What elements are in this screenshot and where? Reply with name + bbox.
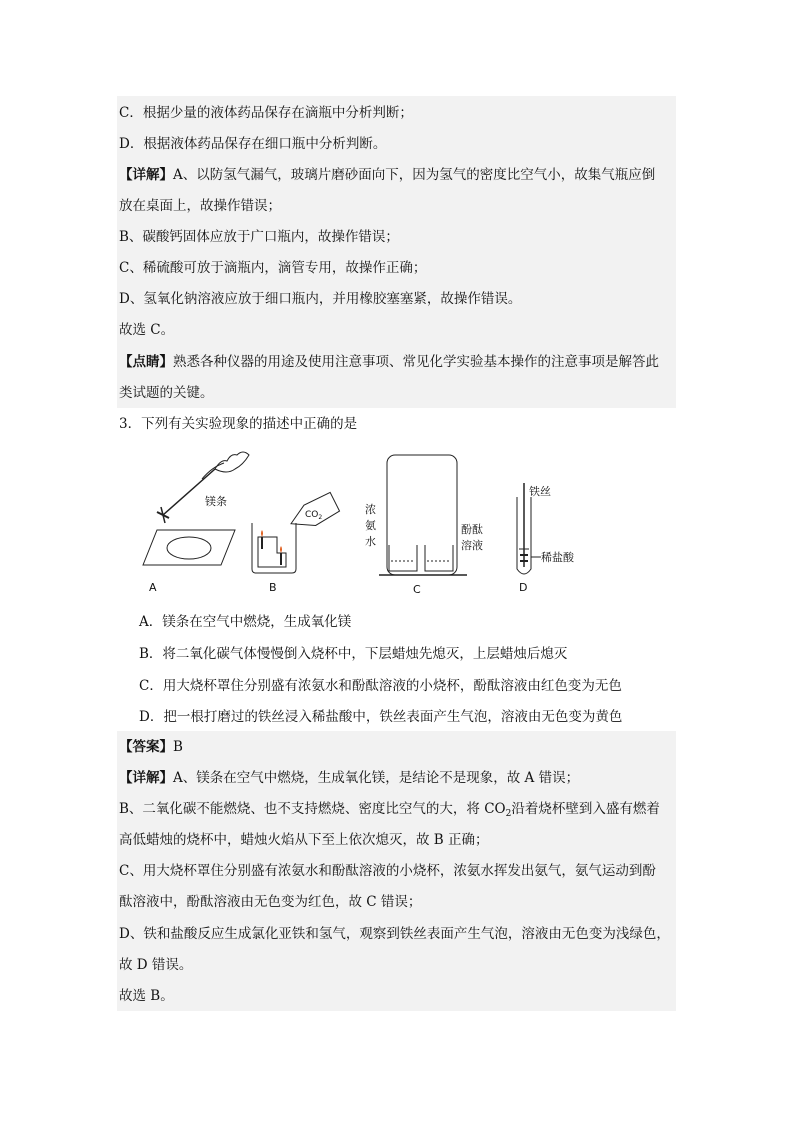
label-ammonia-2: 氨 (365, 519, 376, 532)
prev-detail-a-text: A、以防氢气漏气，玻璃片磨砂面向下，因为氢气的密度比空气小，故集气瓶应倒 (173, 167, 656, 183)
co2-subscript: 2 (505, 809, 512, 819)
label-hcl: 稀盐酸 (541, 551, 574, 564)
option-a: A．镁条在空气中燃烧，生成氧化镁 (139, 614, 352, 630)
ammonia-beaker (389, 545, 417, 571)
prev-comment-line1 (119, 352, 659, 372)
label-phenol-1: 酚酞 (461, 523, 483, 536)
phenol-beaker (425, 545, 453, 571)
flame-upper (261, 530, 263, 537)
prev-detail-b: B、碳酸钙固体应放于广口瓶内，故操作错误； (119, 229, 399, 245)
answer-choice: 故选 B。 (119, 988, 174, 1004)
answer-detail-a (119, 768, 579, 788)
label-iron: 铁丝 (529, 485, 551, 498)
prev-comment-line2: 类试题的关键。 (119, 385, 214, 401)
answer-tag: 【答案】 (119, 739, 173, 755)
prev-detail-a-line1 (119, 165, 655, 185)
option-c: C．用大烧杯罩住分别盛有浓氨水和酚酞溶液的小烧杯，酚酞溶液由红色变为无色 (139, 678, 622, 694)
net-center-circle (167, 537, 211, 559)
answer-detail-d-line1: D、铁和盐酸反应生成氯化亚铁和氢气，观察到铁丝表面产生气泡，溶液由无色变为浅绿色， (119, 926, 670, 942)
beaker-b (252, 523, 296, 573)
prev-comment-text: 熟悉各种仪器的用途及使用注意事项、常见化学实验基本操作的注意事项是解答此 (173, 354, 659, 370)
caption-d: D (519, 581, 528, 594)
caption-b: B (269, 581, 277, 594)
label-magnesium: 镁条 (205, 495, 227, 508)
answer-detail-c-line2: 酞溶液中，酚酞溶液由无色变为红色，故 C 错误； (119, 894, 422, 910)
apparatus-b (252, 491, 341, 594)
caption-c: C (413, 583, 421, 596)
prev-option-d-analysis: D．根据液体药品保存在细口瓶中分析判断。 (119, 136, 387, 152)
label-ammonia-3: 水 (365, 535, 376, 548)
answer-detail-d-line2: 故 D 错误。 (119, 957, 193, 973)
detail-b-pre: B、二氧化碳不能燃烧、也不支持燃烧、密度比空气的大，将 CO (119, 801, 506, 817)
apparatus-a (143, 452, 249, 594)
answer-line (119, 737, 183, 757)
answer-detail-b-line2: 高低蜡烛的烧杯中，蜡烛火焰从下至上依次熄灭，故 B 正确； (119, 832, 489, 848)
prev-detail-d: D、氢氧化钠溶液应放于细口瓶内，并用橡胶塞塞紧，故操作错误。 (119, 291, 522, 307)
detail-tag: 【详解】 (119, 167, 173, 183)
apparatus-d (517, 483, 575, 594)
answer-detail-a-text: A、镁条在空气中燃烧，生成氧化镁，是结论不是现象，故 A 错误； (173, 770, 580, 786)
asbestos-net (143, 530, 235, 565)
answer-detail-tag: 【详解】 (119, 770, 173, 786)
option-d: D．把一根打磨过的铁丝浸入稀盐酸中，铁丝表面产生气泡，溶液由无色变为黄色 (139, 709, 623, 725)
prev-choice: 故选 C。 (119, 322, 175, 338)
label-co2: $CO_2$ (305, 510, 323, 521)
detail-b-post: 沿着烧杯壁到入盛有燃着 (511, 801, 660, 817)
answer-value: B (173, 739, 183, 755)
label-phenol-2: 溶液 (461, 539, 483, 552)
tongs-hand (215, 452, 249, 472)
question-3-stem: 3．下列有关实验现象的描述中正确的是 (119, 416, 358, 432)
apparatus-c (365, 455, 483, 596)
prev-detail-a-line2: 放在桌面上，故操作错误； (119, 198, 281, 214)
magnesium-ribbon (163, 469, 215, 515)
answer-detail-b-line1 (119, 799, 660, 824)
label-ammonia-1: 浓 (365, 503, 376, 516)
option-b: B．将二氧化碳气体慢慢倒入烧杯中，下层蜡烛先熄灭，上层蜡烛后熄灭 (139, 646, 568, 662)
prev-detail-c: C、稀硫酸可放于滴瓶内，滴管专用，故操作正确； (119, 260, 427, 276)
prev-option-c-analysis: C．根据少量的液体药品保存在滴瓶中分析判断； (119, 105, 413, 121)
large-beaker (387, 455, 457, 575)
flame-lower (280, 546, 282, 553)
comment-tag: 【点睛】 (119, 354, 173, 370)
caption-a: A (149, 581, 157, 594)
answer-detail-c-line1: C、用大烧杯罩住分别盛有浓氨水和酚酞溶液的小烧杯，浓氨水挥发出氨气，氨气运动到酚 (119, 863, 656, 879)
experiment-figure (117, 445, 677, 603)
